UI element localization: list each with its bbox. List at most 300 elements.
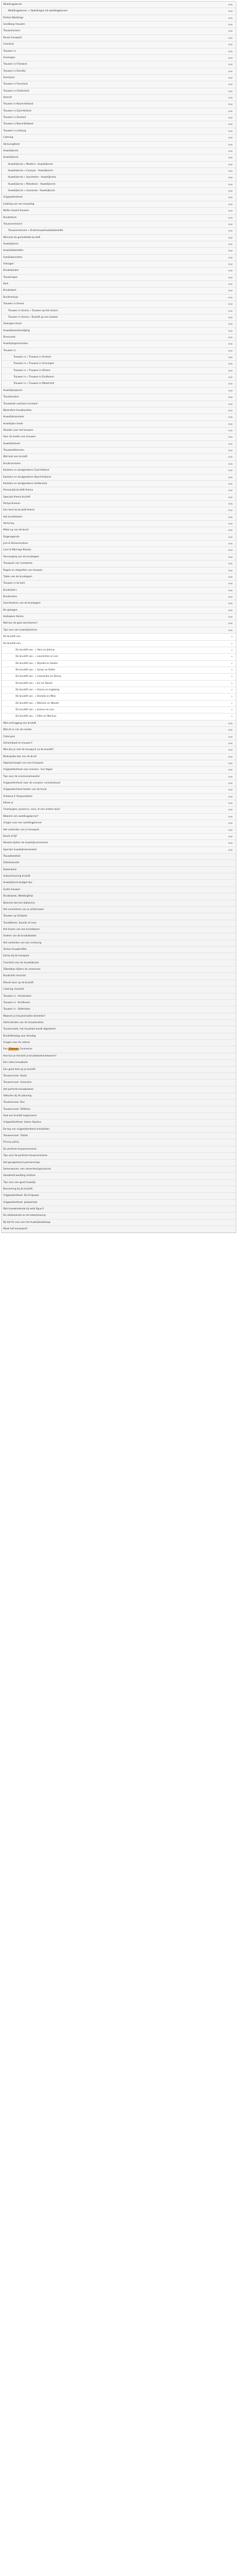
menu-item-tag: new: [228, 309, 233, 312]
chevron-right-icon: ›: [231, 675, 233, 679]
menu-item-label: Afvallen voor het trouwen: [3, 429, 33, 432]
menu-item-tag: new: [228, 722, 233, 725]
menu-item[interactable]: [2, 381, 236, 387]
menu-item-tag: new: [228, 169, 233, 172]
menu-item-label: Trouwlocaties: [3, 396, 19, 399]
menu-item[interactable]: [2, 720, 236, 727]
menu-item-label: Trouwen in thema » Bruiloft op een kasteel: [8, 316, 58, 319]
menu-item[interactable]: [2, 1080, 236, 1086]
menu-item[interactable]: [2, 61, 236, 68]
menu-item[interactable]: [2, 907, 236, 913]
menu-item[interactable]: [2, 1146, 236, 1153]
menu-item[interactable]: [2, 634, 236, 640]
menu-item-tag: new: [228, 462, 233, 465]
menu-item-label: Huwelijksreis » Malediven - Huwelijksreis: [8, 183, 55, 186]
menu-item[interactable]: [2, 268, 236, 274]
menu-item[interactable]: [2, 1173, 236, 1179]
menu-item[interactable]: [2, 168, 236, 174]
menu-item-label: De top van vrijgezellenfeest activiteiten: [3, 1128, 50, 1131]
menu-item[interactable]: [2, 1033, 236, 1040]
menu-item-label: Tochas trouwbrieffer: [3, 948, 27, 951]
menu-item-tag: new: [228, 163, 233, 166]
menu-item[interactable]: [2, 95, 236, 101]
menu-item[interactable]: [2, 514, 236, 521]
menu-item-tag: new: [228, 190, 233, 193]
menu-item[interactable]: [2, 314, 236, 321]
menu-item[interactable]: [2, 454, 236, 460]
menu-item-label: Trouwen in de kerk: [3, 582, 25, 585]
menu-item-label: De bruiloft van...: [3, 635, 23, 639]
menu-item-label: Vrijgezellenfeest bieden van de bruid: [3, 788, 47, 792]
menu-item-label: Tips voor de ceremoniemeester: [3, 775, 40, 778]
menu-item[interactable]: [2, 148, 236, 155]
menu-item[interactable]: [2, 461, 236, 467]
menu-item-label: Weddingplanner = Opleidingen tot weddingplanner: [8, 10, 68, 13]
menu-item[interactable]: [2, 554, 236, 561]
menu-item[interactable]: [2, 8, 236, 15]
menu-item[interactable]: [2, 321, 236, 327]
menu-item-label: Persoonlijk bruiloft thema: [3, 489, 33, 492]
menu-item[interactable]: [2, 261, 236, 268]
menu-item[interactable]: [2, 887, 236, 893]
menu-item[interactable]: [2, 780, 236, 787]
menu-item[interactable]: [2, 1006, 236, 1013]
menu-item-tag: new: [228, 416, 233, 419]
menu-item[interactable]: [2, 368, 236, 374]
menu-item[interactable]: [2, 421, 236, 428]
menu-item[interactable]: [2, 388, 236, 394]
menu-item[interactable]: [2, 474, 236, 481]
menu-item[interactable]: [2, 108, 236, 115]
menu-item-label: De bruiloft van.. » Evi en Daniel: [16, 682, 53, 685]
menu-item-tag: new: [228, 36, 233, 39]
menu-item[interactable]: [2, 568, 236, 574]
menu-item[interactable]: [2, 800, 236, 807]
menu-item-label: Voor de kosten een trouwen: [3, 436, 36, 439]
menu-item[interactable]: [2, 614, 236, 620]
menu-item-label: Trouwen in : Eindhoven: [3, 1001, 30, 1004]
menu-item[interactable]: [2, 594, 236, 600]
menu-item[interactable]: [2, 1206, 236, 1213]
menu-item[interactable]: [2, 188, 236, 194]
menu-item[interactable]: [2, 1113, 236, 1119]
menu-item[interactable]: [2, 1153, 236, 1159]
menu-item[interactable]: [2, 494, 236, 501]
menu-item[interactable]: [2, 1220, 236, 1226]
menu-item[interactable]: [2, 35, 236, 41]
menu-item-label: Bruidsverhalen: [3, 462, 21, 465]
menu-item[interactable]: [2, 920, 236, 927]
menu-item[interactable]: [2, 953, 236, 960]
menu-item[interactable]: [2, 75, 236, 81]
menu-item[interactable]: [2, 414, 236, 421]
menu-item-label: Trouwvervoer: Oldtimer: [3, 1108, 31, 1111]
menu-item[interactable]: [2, 927, 236, 933]
menu-item[interactable]: [2, 507, 236, 514]
menu-item-tag: new: [228, 535, 233, 538]
menu-item[interactable]: [2, 408, 236, 414]
menu-item[interactable]: [2, 960, 236, 967]
menu-item-tag: new: [228, 229, 233, 233]
menu-item-label: Trouwen in » Trouwen in Maastricht: [13, 382, 54, 386]
menu-item[interactable]: [2, 434, 236, 440]
menu-item-tag: new: [228, 515, 233, 519]
menu-item[interactable]: [2, 88, 236, 95]
menu-item[interactable]: [2, 834, 236, 840]
menu-item[interactable]: [2, 275, 236, 281]
menu-item-label: Trouwambtenaren: [3, 449, 24, 452]
menu-item[interactable]: [2, 48, 236, 55]
menu-item-tag: new: [228, 283, 233, 286]
menu-item[interactable]: [2, 1186, 236, 1193]
menu-item[interactable]: [2, 155, 236, 161]
menu-item[interactable]: [2, 128, 236, 135]
menu-item-tag: new: [228, 782, 233, 785]
menu-item[interactable]: [2, 760, 236, 767]
menu-item[interactable]: [2, 853, 236, 860]
menu-item[interactable]: [2, 654, 236, 660]
menu-item[interactable]: [2, 980, 236, 986]
menu-item[interactable]: [2, 913, 236, 920]
menu-item[interactable]: [2, 15, 236, 22]
menu-item[interactable]: [2, 28, 236, 34]
menu-item[interactable]: [2, 248, 236, 254]
chevron-right-icon: ›: [231, 661, 233, 666]
menu-item[interactable]: [2, 441, 236, 447]
menu-item[interactable]: [2, 162, 236, 168]
menu-item[interactable]: [2, 727, 236, 733]
menu-item[interactable]: [2, 880, 236, 886]
menu-item[interactable]: [2, 860, 236, 866]
menu-item-tag: new: [228, 808, 233, 811]
menu-item[interactable]: [2, 181, 236, 188]
menu-item-tag: new: [228, 176, 233, 179]
menu-item[interactable]: [2, 41, 236, 48]
menu-item-label: De bruiloft van.. » Wyndel en Saskia: [16, 662, 58, 665]
menu-item[interactable]: [2, 967, 236, 973]
menu-item-tag: new: [228, 422, 233, 425]
menu-item-label: Trouwdoek voorkant overkant: [3, 402, 38, 405]
menu-item[interactable]: [2, 81, 236, 88]
menu-item-label: Zilbelaban tijdens de ceremonie: [3, 968, 41, 971]
menu-item-tag: new: [228, 469, 233, 472]
menu-item[interactable]: [2, 1087, 236, 1093]
menu-item[interactable]: [2, 1139, 236, 1146]
menu-item-tag: new: [228, 276, 233, 279]
menu-item[interactable]: [2, 600, 236, 607]
menu-item[interactable]: [2, 447, 236, 454]
menu-item-tag: new: [228, 748, 233, 752]
menu-item[interactable]: [2, 281, 236, 288]
menu-item-tag: new: [228, 156, 233, 159]
menu-item[interactable]: [2, 713, 236, 720]
menu-item-label: Trouwen op Schiphol: [3, 915, 27, 918]
menu-item-label: Trouwen in » Trouwen in Groningen: [13, 362, 54, 366]
menu-item-label: Wat kost een bruiloft: [3, 456, 27, 459]
menu-item-label: Regels en etiquetten van trouwen: [3, 569, 43, 572]
menu-item[interactable]: [2, 754, 236, 760]
menu-item-label: Trouwen in Limburg: [3, 129, 26, 132]
menu-item[interactable]: [2, 873, 236, 880]
menu-item-tag: new: [228, 775, 233, 778]
menu-item-label: Trouwfilame, Sounds of Love: [3, 921, 37, 925]
menu-item-tag: new: [228, 755, 233, 758]
menu-item[interactable]: [2, 1126, 236, 1133]
menu-item-tag: new: [228, 316, 233, 319]
menu-item[interactable]: [2, 174, 236, 181]
menu-item[interactable]: [2, 135, 236, 141]
menu-item[interactable]: [2, 194, 236, 201]
menu-item[interactable]: [2, 933, 236, 940]
menu-item-label: De bruiloft van.. » Laurentine en Len: [16, 655, 58, 659]
menu-item[interactable]: [2, 1180, 236, 1186]
menu-item[interactable]: [2, 580, 236, 587]
menu-item-label: Gratis trouwen: [3, 888, 20, 891]
menu-item[interactable]: [2, 341, 236, 347]
menu-item-label: De perfecte trouwceremonie: [3, 1147, 37, 1151]
menu-item[interactable]: [2, 701, 236, 707]
menu-item[interactable]: [2, 574, 236, 580]
menu-item[interactable]: [2, 101, 236, 108]
menu-item[interactable]: [2, 1119, 236, 1126]
menu-item[interactable]: [2, 1100, 236, 1106]
menu-item-label: Trouwen in : Amsterdam: [3, 995, 32, 998]
menu-item-label: Trouwen in » Trouwen in Arnhem: [13, 356, 51, 359]
menu-item[interactable]: [2, 794, 236, 800]
menu-item[interactable]: [2, 1000, 236, 1006]
menu-item-label: Trouwen in Gelderland: [3, 89, 30, 93]
menu-item-tag: new: [228, 542, 233, 545]
menu-item[interactable]: [2, 348, 236, 354]
menu-item[interactable]: [2, 947, 236, 953]
menu-item[interactable]: [2, 587, 236, 594]
menu-item-tag: new: [228, 509, 233, 512]
menu-item[interactable]: [2, 501, 236, 507]
menu-item-label: Catering: [3, 136, 13, 139]
menu-item[interactable]: [2, 228, 236, 234]
menu-item[interactable]: [2, 993, 236, 1000]
menu-item[interactable]: [2, 481, 236, 487]
menu-item-label: Extras bij de trouwjurk: [3, 955, 30, 958]
menu-item-tag: new: [228, 475, 233, 479]
menu-item-tag: new: [228, 83, 233, 86]
menu-item[interactable]: [2, 547, 236, 554]
menu-item[interactable]: [2, 467, 236, 474]
menu-item[interactable]: [2, 521, 236, 527]
menu-item[interactable]: [2, 1020, 236, 1026]
menu-item-label: Kastelen en landgoederen Zuid-Holland: [3, 469, 50, 472]
menu-item-label: Trouwen in : Rotterdam: [3, 1008, 31, 1011]
menu-item[interactable]: [2, 674, 236, 680]
menu-item[interactable]: [2, 607, 236, 614]
menu-item[interactable]: [2, 827, 236, 834]
menu-item-label: Make-up van de bruid: [3, 529, 29, 532]
menu-item[interactable]: [2, 1013, 236, 1020]
menu-item[interactable]: [2, 986, 236, 993]
menu-item-label: Welke maand trouwen: [3, 209, 30, 213]
menu-item[interactable]: [2, 1093, 236, 1100]
menu-item[interactable]: [2, 235, 236, 241]
menu-item-label: Trouwmuziek, het trouwlied wordt afgestemd: [3, 1028, 56, 1031]
menu-item-label: Wat kan de gast aanrekenen?: [3, 622, 38, 625]
menu-item-label: Wat kost de gemiddelde bruiloft: [3, 236, 40, 239]
menu-item-label: Trouwvervoer: Bus: [3, 1101, 25, 1104]
chevron-right-icon: ›: [231, 641, 233, 646]
menu-item[interactable]: [2, 201, 236, 208]
menu-item[interactable]: [2, 847, 236, 853]
menu-item[interactable]: [2, 787, 236, 793]
menu-item[interactable]: [2, 1067, 236, 1073]
menu-item-tag: new: [228, 549, 233, 552]
menu-item[interactable]: [2, 334, 236, 341]
menu-item-label: Bijzondere trouwlocaties: [3, 409, 32, 412]
menu-item-label: Catering checklist: [3, 988, 24, 991]
menu-item[interactable]: [2, 208, 236, 214]
menu-item[interactable]: [2, 288, 236, 294]
menu-item[interactable]: [2, 707, 236, 713]
menu-item[interactable]: [2, 641, 236, 647]
menu-item-label: Speciaal thema bruiloft: [3, 495, 31, 499]
menu-item[interactable]: [2, 1200, 236, 1206]
menu-item-tag: new: [228, 196, 233, 199]
menu-item[interactable]: [2, 694, 236, 700]
menu-item-tag: new: [228, 369, 233, 372]
menu-item-tag: new: [228, 209, 233, 213]
menu-item-label: Ontwerp A Vlaspondallen: [3, 795, 33, 798]
menu-item-label: Verlovingfeest: [3, 143, 20, 146]
menu-item[interactable]: [2, 55, 236, 61]
menu-item[interactable]: [2, 22, 236, 28]
menu-item[interactable]: [2, 1053, 236, 1060]
menu-item[interactable]: [2, 893, 236, 900]
menu-item-label: Huwelijksreis » Curaçao - Huwelijksreis: [8, 169, 53, 172]
menu-item-label: De bruiloft van.. » Cassandra en Danny: [16, 675, 61, 678]
menu-item[interactable]: [2, 647, 236, 654]
menu-item-label: Het verbinden van je trouwjurk: [3, 828, 39, 831]
menu-item-tag: new: [228, 582, 233, 585]
menu-item[interactable]: [2, 820, 236, 827]
menu-item[interactable]: [2, 121, 236, 128]
menu-item-label: Trouwen in Friesland: [3, 63, 27, 66]
menu-item-tag: new: [228, 761, 233, 765]
menu-item-label: Hoe kun je het best je bruidsboeket bewaren?: [3, 1054, 57, 1058]
menu-item[interactable]: [2, 215, 236, 221]
menu-item-label: Tips voor de perfecte trouwceremonie: [3, 1154, 47, 1158]
menu-item[interactable]: [2, 534, 236, 541]
menu-item[interactable]: [2, 561, 236, 567]
menu-item[interactable]: [2, 255, 236, 261]
menu-item-tag: new: [228, 376, 233, 379]
menu-item-label: Trouwen in thema: [3, 303, 24, 306]
menu-item[interactable]: [2, 527, 236, 534]
menu-item-tag: new: [228, 263, 233, 266]
menu-item[interactable]: [2, 428, 236, 434]
menu-item[interactable]: [2, 487, 236, 494]
menu-item[interactable]: [2, 774, 236, 780]
menu-item[interactable]: [2, 1060, 236, 1066]
menu-item[interactable]: [2, 900, 236, 907]
menu-item-tag: new: [228, 329, 233, 332]
menu-item[interactable]: [2, 807, 236, 813]
menu-item-label: Cateruyes: [3, 735, 15, 738]
menu-item[interactable]: [2, 374, 236, 381]
menu-item[interactable]: [2, 867, 236, 873]
menu-item[interactable]: [2, 142, 236, 148]
search-highlight: Zilveren: [9, 1048, 19, 1051]
menu-item[interactable]: [2, 667, 236, 674]
menu-item[interactable]: [2, 747, 236, 753]
menu-item[interactable]: [2, 1226, 236, 1233]
menu-item[interactable]: [2, 814, 236, 820]
menu-item[interactable]: [2, 1040, 236, 1046]
menu-item[interactable]: [2, 241, 236, 248]
menu-item[interactable]: [2, 68, 236, 75]
menu-item[interactable]: [2, 1193, 236, 1199]
menu-item[interactable]: [2, 1046, 236, 1053]
menu-item[interactable]: [2, 394, 236, 401]
menu-item-label: Tips voor een goed huwelijk: [3, 1181, 36, 1184]
menu-item[interactable]: [2, 1026, 236, 1033]
menu-item[interactable]: [2, 1213, 236, 1219]
menu-item-label: Overijssel: [3, 76, 15, 79]
menu-item[interactable]: [2, 301, 236, 307]
menu-item[interactable]: [2, 308, 236, 314]
menu-item[interactable]: [2, 661, 236, 667]
menu-item[interactable]: [2, 328, 236, 334]
menu-item[interactable]: [2, 940, 236, 947]
menu-item[interactable]: [2, 620, 236, 627]
menu-item-tag: new: [228, 729, 233, 732]
chevron-right-icon: ›: [231, 715, 233, 719]
menu-item[interactable]: [2, 2, 236, 8]
menu-item-label: De bruiloft van.. » Susan en Robin: [16, 668, 55, 671]
menu-item[interactable]: [2, 1107, 236, 1113]
menu-item-label: Trouwen in Noord-Holland: [3, 103, 33, 106]
menu-item-label: Vragen voor de caterer: [3, 1041, 30, 1045]
menu-item[interactable]: [2, 1166, 236, 1173]
menu-item[interactable]: [2, 541, 236, 547]
menu-item[interactable]: [2, 361, 236, 367]
menu-item[interactable]: [2, 973, 236, 979]
menu-item[interactable]: [2, 627, 236, 634]
menu-item[interactable]: [2, 295, 236, 301]
menu-item[interactable]: [2, 221, 236, 228]
menu-item-label: Het veranderen van je achternaam: [3, 908, 44, 911]
menu-item-tag: new: [228, 356, 233, 359]
menu-item-tag: new: [228, 828, 233, 831]
menu-item[interactable]: [2, 1073, 236, 1080]
menu-item-label: Een goed doel op je bruiloft: [3, 1068, 36, 1071]
menu-item-tag: new: [228, 342, 233, 346]
menu-item[interactable]: [2, 767, 236, 773]
menu-item-label: Huwelijksspeech: [3, 389, 23, 392]
menu-item[interactable]: [2, 354, 236, 361]
menu-item[interactable]: [2, 115, 236, 121]
menu-item[interactable]: [2, 687, 236, 694]
menu-item-label: Trouwjurk van Cymbeline: [3, 562, 33, 565]
menu-item[interactable]: [2, 401, 236, 408]
menu-item-label: Speciale huwelijksaanzoeken: [3, 848, 37, 851]
menu-item[interactable]: [2, 734, 236, 740]
menu-item-label: Samenwonen, een samenlevingscontract: [3, 1167, 51, 1171]
menu-item[interactable]: [2, 840, 236, 846]
menu-item[interactable]: [2, 1133, 236, 1139]
menu-item-label: Dresscode: [3, 335, 16, 339]
menu-item[interactable]: [2, 681, 236, 687]
menu-item-label: Dagenagenda: [3, 535, 20, 538]
menu-item[interactable]: [2, 1160, 236, 1166]
menu-item[interactable]: [2, 740, 236, 747]
